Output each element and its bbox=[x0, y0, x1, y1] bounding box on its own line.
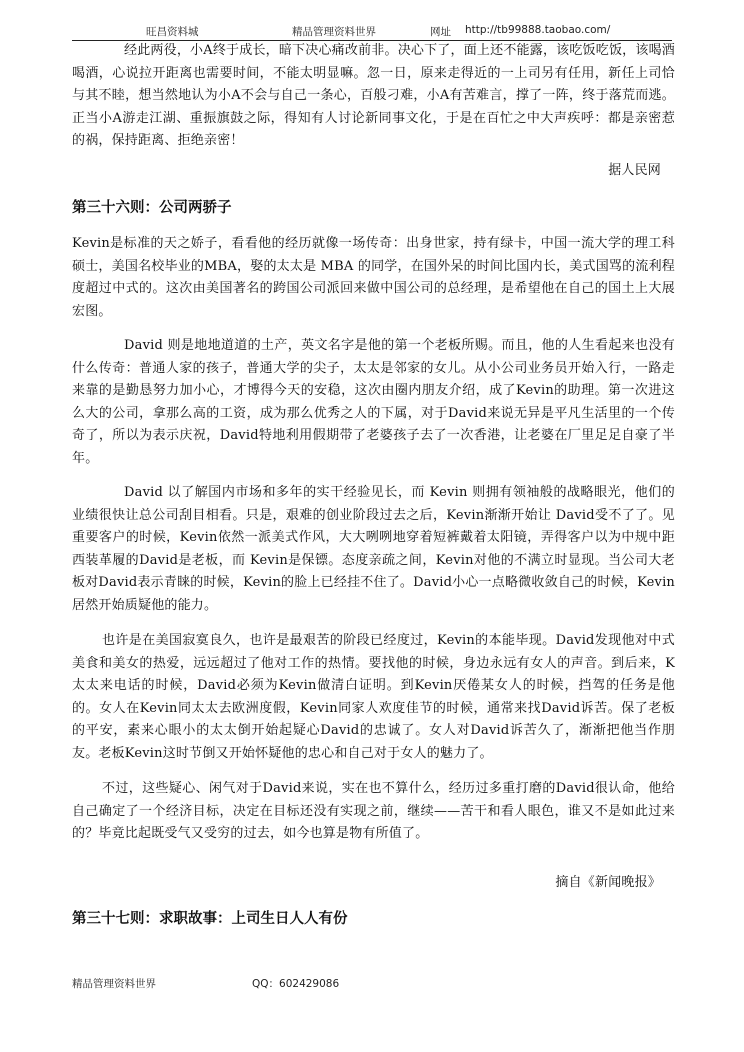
section-heading-37: 第三十七则：求职故事：上司生日人人有份 bbox=[72, 911, 348, 927]
paragraph-business: David 以了解国内市场和多年的实干经验见长，而 Kevin 则拥有领袖般的战略眼光，他们的业绩很快让总公司刮目相看。只是，艰难的创业阶段过去之后，Kevin渐渐开始让 David受不了了。见重要客户的时候，Kevin依然一派美式作风，大大咧咧地穿着短裤戴着太阳镜，弄得客户以为中规中距西装革履的David是老板，而 Kevin是保镖。态度亲疏之间，Kevin对他的不满立时显现。当公司大老板对David表示青睐的时候，Kevin的脸上已经挂不住了。David小心一点略微收敛自己的时候，Kevin居然开始质疑他的能力。 bbox=[72, 485, 675, 613]
document-body bbox=[72, 40, 675, 930]
paragraph-kevin: Kevin是标准的天之娇子，看看他的经历就像一场传奇：出身世家，持有绿卡，中国一流大学的理工科硕士，美国名校毕业的MBA，娶的太太是 MBA 的同学，在国外呆的时间比国内长，美式国骂的流利程度超过中式的。这次由美国著名的跨国公司派回来做中国公司的总经理，是希望他在自己的国土上大展宏图。 bbox=[72, 236, 675, 319]
section-heading-36: 第三十六则：公司两骄子 bbox=[72, 200, 232, 216]
header-url-label: 网址 bbox=[430, 26, 451, 38]
footer-left-text: 精品管理资料世界 bbox=[72, 978, 156, 990]
footer-qq: QQ：602429086 bbox=[252, 978, 340, 990]
header-url[interactable]: http://tb99888.taobao.com/ bbox=[465, 24, 611, 36]
paragraph-david: David 则是地地道道的土产，英文名字是他的第一个老板所赐。而且，他的人生看起来也没有什么传奇：普通人家的孩子，普通大学的尖子，太太是邻家的女儿。从小公司业务员开始入行，一路走来靠的是勤恳努力加小心，才博得今天的安稳，这次由圈内朋友介绍，成了Kevin的助理。第一次进这么大的公司，拿那么高的工资，成为那么优秀之人的下属，对于David来说无异是平凡生活里的一个传奇了，所以为表示庆祝，David特地利用假期带了老婆孩子去了一次香港，让老婆在厂里足足自豪了半年。 bbox=[72, 338, 675, 466]
source-attribution-1: 据人民网 bbox=[608, 162, 661, 178]
source-attribution-2: 摘自《新闻晚报》 bbox=[555, 874, 661, 890]
intro-paragraph: 经此两役，小A终于成长，暗下决心痛改前非。决心下了，面上还不能露，该吃饭吃饭，该喝酒喝酒，心说拉开距离也需要时间，不能太明显嘛。忽一日，原来走得近的一上司另有任用，新任上司恰与其不睦，想当然地认为小A不会与自己一条心，百般刁难，小A有苦难言，撑了一阵，终于落荒而逃。正当小A游走江湖、重振旗鼓之际，得知有人讨论新同事文化，于是在百忙之中大声疾呼：都是亲密惹的祸，保持距离、拒绝亲密！ bbox=[72, 43, 675, 148]
paragraph-instinct: 也许是在美国寂寞良久，也许是最艰苦的阶段已经度过，Kevin的本能毕现。David发现他对中式美食和美女的热爱，远远超过了他对工作的热情。要找他的时候，身边永远有女人的声音。到后来，K太太来电话的时候，David必须为Kevin做清白证明。到Kevin厌倦某女人的时候，挡驾的任务是他的。女人在Kevin同太太去欧洲度假，Kevin同家人欢度佳节的时候，通常来找David诉苦。保了老板的平安，素来心眼小的太太倒开始起疑心David的忠诚了。女人对David诉苦久了，渐渐把他当作朋友。老板Kevin这时节倒又开始怀疑他的忠心和自己对于女人的魅力了。 bbox=[72, 633, 675, 761]
page-footer bbox=[72, 976, 672, 992]
paragraph-conclusion: 不过，这些疑心、闲气对于David来说，实在也不算什么，经历过多重打磨的David很认命，他给自己确定了一个经济目标，决定在目标还没有实现之前，继续——苦干和看人眼色，谁又不是如此过来的？毕竟比起既受气又受穷的过去，如今也算是物有所值了。 bbox=[72, 781, 675, 841]
header-left-text: 旺昌资料城 bbox=[146, 26, 199, 38]
page-header bbox=[72, 22, 672, 41]
header-center-text: 精品管理资料世界 bbox=[292, 26, 376, 38]
